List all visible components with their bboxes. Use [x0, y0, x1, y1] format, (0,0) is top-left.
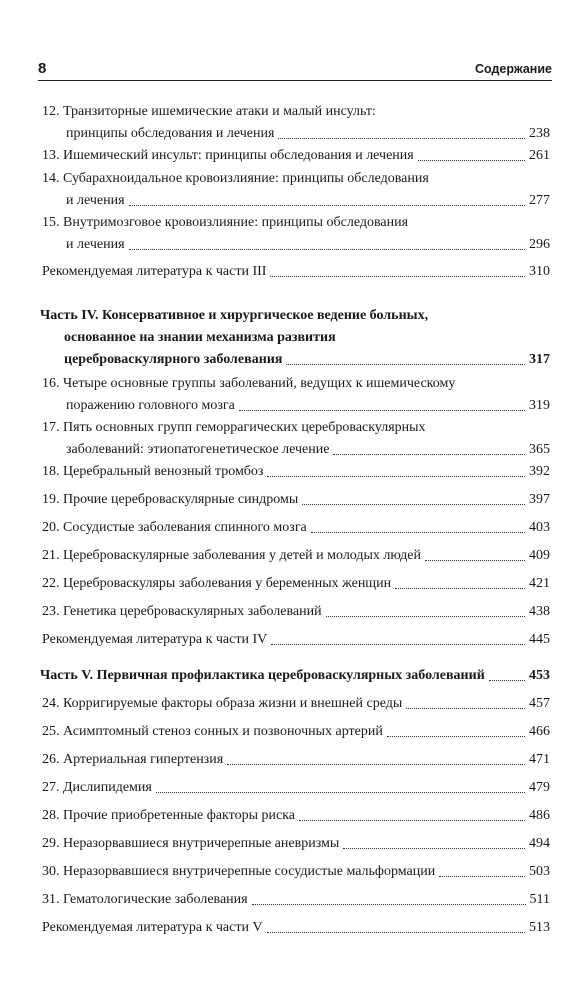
dot-leader — [271, 644, 525, 645]
toc-entry — [66, 125, 550, 143]
dot-leader — [326, 616, 525, 617]
toc-page-number: 453 — [529, 668, 550, 683]
page-number: 8 — [38, 60, 47, 77]
toc-entry — [42, 631, 550, 649]
toc-page-number: 513 — [529, 920, 550, 935]
toc-page-number: 511 — [529, 892, 550, 907]
toc-entry — [64, 351, 550, 369]
dot-leader — [406, 708, 525, 709]
toc-entry-title: 22. Цереброваскуляры заболевания у беременных женщин — [42, 576, 392, 591]
toc-page-number: 392 — [529, 464, 550, 479]
toc-entry-title: 20. Сосудистые заболевания спинного мозга — [42, 520, 307, 535]
toc-entry — [42, 891, 550, 909]
toc-entry — [42, 751, 550, 769]
toc-page-number: 317 — [529, 352, 550, 367]
dot-leader — [252, 904, 526, 905]
dot-leader — [267, 932, 525, 933]
toc-entry-title: 26. Артериальная гипертензия — [42, 752, 224, 767]
toc-entry-line: 15. Внутримозговое кровоизлияние: принципы обследования — [42, 215, 409, 230]
dot-leader — [418, 160, 525, 161]
toc-entry — [42, 603, 550, 621]
toc-entry-title: 30. Неразорвавшиеся внутричерепные сосудистые мальформации — [42, 864, 436, 879]
toc-entry-line: Часть IV. Консервативное и хирургическое ведение больных, — [40, 308, 429, 323]
toc-entry — [42, 147, 550, 165]
toc-entry-title: 24. Корригируемые факторы образа жизни и внешней среды — [42, 696, 403, 711]
toc-entry-line: основанное на знании механизма развития — [64, 330, 336, 345]
toc-entry-line: 14. Субарахноидальное кровоизлияние: принципы обследования — [42, 171, 429, 186]
toc-entry-title: 28. Прочие приобретенные факторы риска — [42, 808, 296, 823]
toc-page-number: 486 — [529, 808, 550, 823]
toc-page-number: 479 — [529, 780, 550, 795]
dot-leader — [439, 876, 525, 877]
toc-entry — [42, 519, 550, 537]
toc-entry-title: 29. Неразорвавшиеся внутричерепные аневризмы — [42, 836, 340, 851]
dot-leader — [239, 410, 525, 411]
toc-page-number: 319 — [529, 398, 550, 413]
toc-entry — [42, 547, 550, 565]
toc-page-number: 397 — [529, 492, 550, 507]
toc-entry-line: 16. Четыре основные группы заболеваний, ведущих к ишемическому — [42, 376, 456, 391]
toc-entry-title: Рекомендуемая литература к части V — [42, 920, 263, 935]
toc-page-number: 445 — [529, 632, 550, 647]
dot-leader — [387, 736, 525, 737]
toc-entry-title: 19. Прочие цереброваскулярные синдромы — [42, 492, 299, 507]
dot-leader — [311, 532, 525, 533]
toc-entry-title: 18. Церебральный венозный тромбоз — [42, 464, 264, 479]
toc-entry — [42, 263, 550, 281]
toc-entry-title: поражению головного мозга — [66, 398, 235, 413]
dot-leader — [156, 792, 525, 793]
toc-entry-title: 31. Гематологические заболевания — [42, 892, 248, 907]
dot-leader — [278, 138, 525, 139]
dot-leader — [343, 848, 525, 849]
toc-page-number: 438 — [529, 604, 550, 619]
toc-entry-title: 27. Дислипидемия — [42, 780, 152, 795]
dot-leader — [129, 249, 525, 250]
toc-page-number: 471 — [529, 752, 550, 767]
toc-page-number: 494 — [529, 836, 550, 851]
toc-entry — [42, 491, 550, 509]
toc-page-number: 421 — [529, 576, 550, 591]
toc-entry — [42, 575, 550, 593]
dot-leader — [286, 364, 525, 365]
toc-entry — [42, 807, 550, 825]
toc-page-number: 261 — [529, 148, 550, 163]
toc-entry-title: Рекомендуемая литература к части III — [42, 264, 267, 279]
toc-entry-title: 25. Асимптомный стеноз сонных и позвоночных артерий — [42, 724, 383, 739]
toc-entry-title: Рекомендуемая литература к части IV — [42, 632, 268, 647]
dot-leader — [425, 560, 525, 561]
toc-entry — [66, 192, 550, 210]
toc-entry — [42, 695, 550, 713]
toc-page-number: 409 — [529, 548, 550, 563]
toc-page-number: 365 — [529, 442, 550, 457]
toc-entry-title: 21. Цереброваскулярные заболевания у детей и молодых людей — [42, 548, 421, 563]
toc-page-number: 403 — [529, 520, 550, 535]
toc-page-number: 457 — [529, 696, 550, 711]
toc-page-number: 277 — [529, 193, 550, 208]
toc-entry — [42, 779, 550, 797]
toc-entry-line: 12. Транзиторные ишемические атаки и малый инсульт: — [42, 104, 376, 119]
toc-entry — [40, 667, 550, 685]
toc-entry-title: принципы обследования и лечения — [66, 126, 275, 141]
dot-leader — [129, 205, 525, 206]
toc-entry-title: и лечения — [66, 237, 125, 252]
toc-page-number: 503 — [529, 864, 550, 879]
toc-entry-title: цереброваскулярного заболевания — [64, 352, 283, 367]
toc-entry — [66, 397, 550, 415]
toc-entry-title: 13. Ишемический инсульт: принципы обследования и лечения — [42, 148, 414, 163]
toc-page-number: 310 — [529, 264, 550, 279]
dot-leader — [299, 820, 525, 821]
toc-page-number: 466 — [529, 724, 550, 739]
toc-entry — [66, 441, 550, 459]
toc-entry-title: и лечения — [66, 193, 125, 208]
dot-leader — [489, 680, 525, 681]
dot-leader — [302, 504, 525, 505]
toc-page-number: 296 — [529, 237, 550, 252]
toc-entry-title: заболеваний: этиопатогенетическое лечение — [66, 442, 330, 457]
toc-entry — [42, 863, 550, 881]
dot-leader — [333, 454, 525, 455]
dot-leader — [270, 276, 525, 277]
toc-entry-title: Часть V. Первичная профилактика цереброваскулярных заболеваний — [40, 668, 485, 683]
running-title: Содержание — [474, 62, 552, 76]
toc-entry — [42, 463, 550, 481]
toc-entry-title: 23. Генетика цереброваскулярных заболеваний — [42, 604, 322, 619]
dot-leader — [395, 588, 525, 589]
toc-entry — [42, 723, 550, 741]
toc-entry — [42, 919, 550, 937]
toc-entry-line: 17. Пять основных групп геморрагических цереброваскулярных — [42, 420, 426, 435]
toc-entry — [66, 236, 550, 254]
toc-page-number: 238 — [529, 126, 550, 141]
toc-entry — [42, 835, 550, 853]
dot-leader — [227, 764, 525, 765]
dot-leader — [267, 476, 525, 477]
